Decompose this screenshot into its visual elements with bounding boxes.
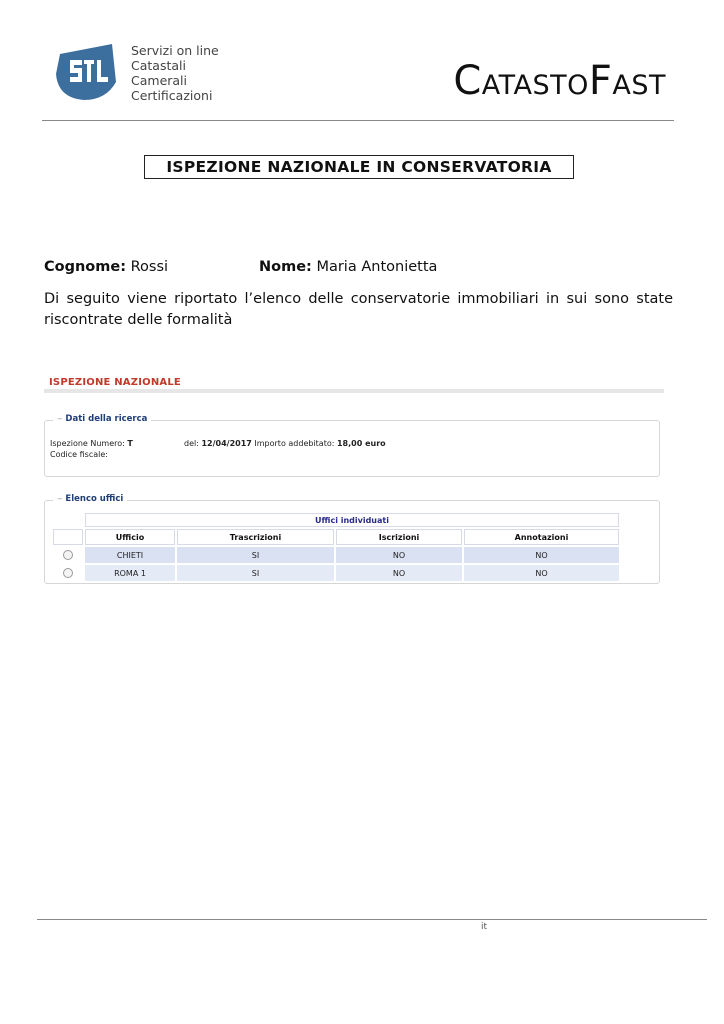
radio-button[interactable] [63, 568, 73, 578]
amount-value: 18,00 euro [336, 439, 386, 448]
table-spacer [53, 513, 83, 527]
table-row [53, 547, 619, 563]
footer-text: it [481, 922, 488, 932]
table-row [53, 565, 619, 581]
column-header: Ufficio [85, 529, 175, 545]
inspection-number [50, 439, 133, 448]
table-cell: NO [336, 547, 462, 563]
row-select-radio[interactable] [53, 547, 83, 563]
table-cell: NO [336, 565, 462, 581]
surname-field [44, 259, 168, 275]
brand-initial: F [588, 58, 613, 104]
date-value: 12/04/2017 [201, 439, 252, 448]
table-cell: NO [464, 565, 619, 581]
logo-tagline [131, 43, 219, 103]
panel-divider [44, 389, 664, 393]
offices-legend: ‒ Elenco uffici [53, 494, 127, 504]
radio-button[interactable] [63, 550, 73, 560]
stl-logo [54, 42, 120, 102]
inspection-number-label: Ispezione Numero: [50, 439, 125, 448]
brand-name [453, 58, 666, 104]
inspection-details [184, 439, 386, 448]
logo-line: Catastali [131, 58, 186, 73]
column-header: Iscrizioni [336, 529, 462, 545]
search-data-legend: ‒ Dati della ricerca [53, 414, 151, 424]
surname-label: Cognome: [44, 259, 127, 275]
surname-value: Rossi [130, 259, 169, 275]
brand-part: AST [612, 70, 666, 101]
table-cell: CHIETI [85, 547, 175, 563]
name-field [259, 259, 437, 275]
column-header: Trascrizioni [177, 529, 334, 545]
document-title: ISPEZIONE NAZIONALE IN CONSERVATORIA [144, 155, 574, 179]
date-label: del: [184, 439, 199, 448]
name-label: Nome: [259, 259, 312, 275]
table-cell: SI [177, 547, 334, 563]
intro-paragraph: Di seguito viene riportato l’elenco delle conservatorie immobiliari in sui sono state riscontrate delle formalità [44, 291, 673, 328]
amount-label: Importo addebitato: [254, 439, 335, 448]
table-caption: Uffici individuati [85, 513, 619, 527]
table-cell: ROMA 1 [85, 565, 175, 581]
name-value: Maria Antonietta [316, 259, 438, 275]
brand-initial: C [453, 58, 482, 104]
logo-line: Certificazioni [131, 88, 213, 103]
brand-part: ATASTO [481, 70, 589, 101]
tax-code-label: Codice fiscale: [50, 450, 108, 459]
search-data-fieldset [44, 414, 660, 477]
footer-divider [37, 919, 707, 920]
table-cell: NO [464, 547, 619, 563]
row-select-radio[interactable] [53, 565, 83, 581]
column-header: Annotazioni [464, 529, 619, 545]
offices-table [51, 511, 621, 583]
logo-line: Servizi on line [131, 43, 219, 58]
panel-title: ISPEZIONE NAZIONALE [49, 377, 181, 388]
table-cell: SI [177, 565, 334, 581]
header-divider [42, 120, 674, 121]
inspection-number-value: T [127, 439, 133, 448]
select-column-header [53, 529, 83, 545]
logo-line: Camerali [131, 73, 187, 88]
